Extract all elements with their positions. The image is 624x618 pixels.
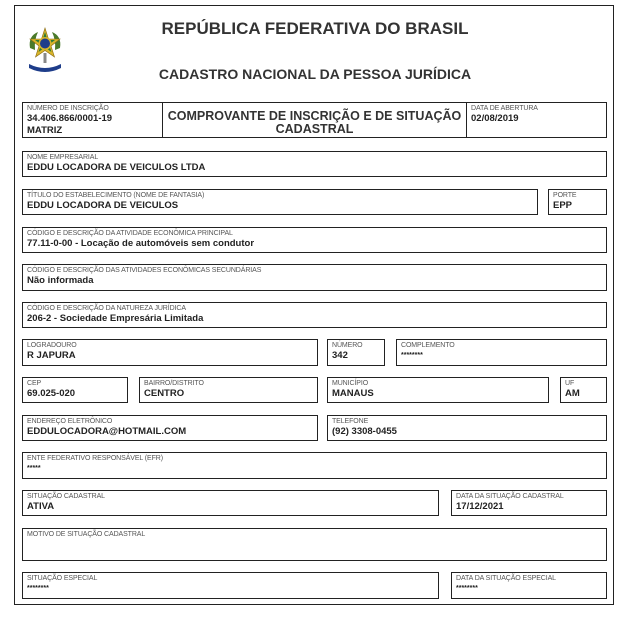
logradouro-box [22, 339, 318, 366]
atividades-secundarias-value: Não informada [27, 275, 94, 286]
inscricao-label: NÚMERO DE INSCRIÇÃO [27, 105, 109, 112]
data-situacao-especial-label: DATA DA SITUAÇÃO ESPECIAL [456, 575, 556, 582]
motivo-situacao-label: MOTIVO DE SITUAÇÃO CADASTRAL [27, 531, 146, 538]
nome-empresarial-value: EDDU LOCADORA DE VEICULOS LTDA [27, 162, 206, 173]
comprovante-line2: CADASTRAL [275, 122, 354, 136]
porte-box [548, 189, 607, 215]
porte-value: EPP [553, 200, 573, 211]
atividade-principal-box [22, 227, 607, 253]
bairro-value: CENTRO [144, 388, 185, 399]
data-situacao-cadastral-value: 17/12/2021 [456, 501, 504, 512]
bairro-box [139, 377, 318, 403]
uf-value: AM [565, 388, 580, 399]
uf-label: UF [565, 380, 575, 387]
abertura-label: DATA DE ABERTURA [471, 105, 538, 112]
telefone-box [327, 415, 607, 441]
situacao-especial-value: ******** [27, 585, 49, 592]
efr-label: ENTE FEDERATIVO RESPONSÁVEL (EFR) [27, 455, 163, 462]
cep-label: CEP [27, 380, 42, 387]
atividades-secundarias-label: CÓDIGO E DESCRIÇÃO DAS ATIVIDADES ECONÔMICAS SECUNDÁRIAS [27, 267, 262, 274]
efr-box [22, 452, 607, 479]
page-title: REPÚBLICA FEDERATIVA DO BRASIL [161, 19, 469, 38]
telefone-label: TELEFONE [332, 418, 369, 425]
numero-label: NÚMERO [332, 342, 363, 349]
titulo-estabelecimento-label: TÍTULO DO ESTABELECIMENTO (NOME DE FANTASIA) [27, 192, 205, 199]
brazil-coat-of-arms-icon [26, 26, 64, 76]
logradouro-label: LOGRADOURO [27, 342, 77, 349]
data-situacao-cadastral-box [451, 490, 607, 516]
abertura-value: 02/08/2019 [471, 113, 519, 124]
page-subtitle: CADASTRO NACIONAL DA PESSOA JURÍDICA [158, 66, 472, 82]
atividade-principal-value: 77.11-0-00 - Locação de automóveis sem condutor [27, 238, 255, 249]
situacao-cadastral-value: ATIVA [27, 501, 55, 512]
comprovante-title [167, 104, 462, 136]
natureza-juridica-label: CÓDIGO E DESCRIÇÃO DA NATUREZA JURÍDICA [27, 305, 186, 312]
inscricao-tipo: MATRIZ [27, 125, 63, 136]
situacao-cadastral-box [22, 490, 439, 516]
complemento-label: COMPLEMENTO [401, 342, 455, 349]
inscricao-value: 34.406.866/0001-19 [27, 113, 113, 124]
logradouro-value: R JAPURA [27, 350, 76, 361]
abertura-box [466, 102, 607, 138]
situacao-especial-box [22, 572, 439, 599]
cep-box [22, 377, 128, 403]
data-situacao-especial-box [451, 572, 607, 599]
natureza-juridica-box [22, 302, 607, 328]
uf-box [560, 377, 607, 403]
numero-box [327, 339, 385, 366]
telefone-value: (92) 3308-0455 [332, 426, 397, 437]
municipio-value: MANAUS [332, 388, 374, 399]
comprovante-line1: COMPROVANTE DE INSCRIÇÃO E DE SITUAÇÃO [167, 109, 462, 123]
nome-empresarial-label: NOME EMPRESARIAL [27, 154, 99, 161]
nome-empresarial-box [22, 151, 607, 177]
atividade-principal-label: CÓDIGO E DESCRIÇÃO DA ATIVIDADE ECONÔMICA PRINCIPAL [27, 230, 233, 237]
inscricao-box [22, 102, 163, 138]
complemento-value: ******** [401, 352, 423, 359]
complemento-box [396, 339, 607, 366]
efr-value: ***** [27, 465, 41, 472]
bairro-label: BAIRRO/DISTRITO [144, 380, 204, 387]
municipio-box [327, 377, 549, 403]
situacao-especial-label: SITUAÇÃO ESPECIAL [27, 575, 98, 582]
natureza-juridica-value: 206-2 - Sociedade Empresária Limitada [27, 313, 204, 324]
cep-value: 69.025-020 [27, 388, 76, 399]
data-situacao-cadastral-label: DATA DA SITUAÇÃO CADASTRAL [456, 493, 564, 500]
email-value: EDDULOCADORA@HOTMAIL.COM [27, 426, 187, 437]
numero-value: 342 [332, 350, 348, 361]
atividades-secundarias-box [22, 264, 607, 291]
municipio-label: MUNICÍPIO [332, 380, 369, 387]
email-box [22, 415, 318, 441]
situacao-cadastral-label: SITUAÇÃO CADASTRAL [27, 493, 105, 500]
titulo-estabelecimento-box [22, 189, 538, 215]
titulo-estabelecimento-value: EDDU LOCADORA DE VEICULOS [27, 200, 179, 211]
email-label: ENDEREÇO ELETRÔNICO [27, 418, 113, 425]
porte-label: PORTE [553, 192, 577, 199]
motivo-situacao-box [22, 528, 607, 561]
data-situacao-especial-value: ******** [456, 585, 478, 592]
comprovante-box [162, 102, 467, 138]
